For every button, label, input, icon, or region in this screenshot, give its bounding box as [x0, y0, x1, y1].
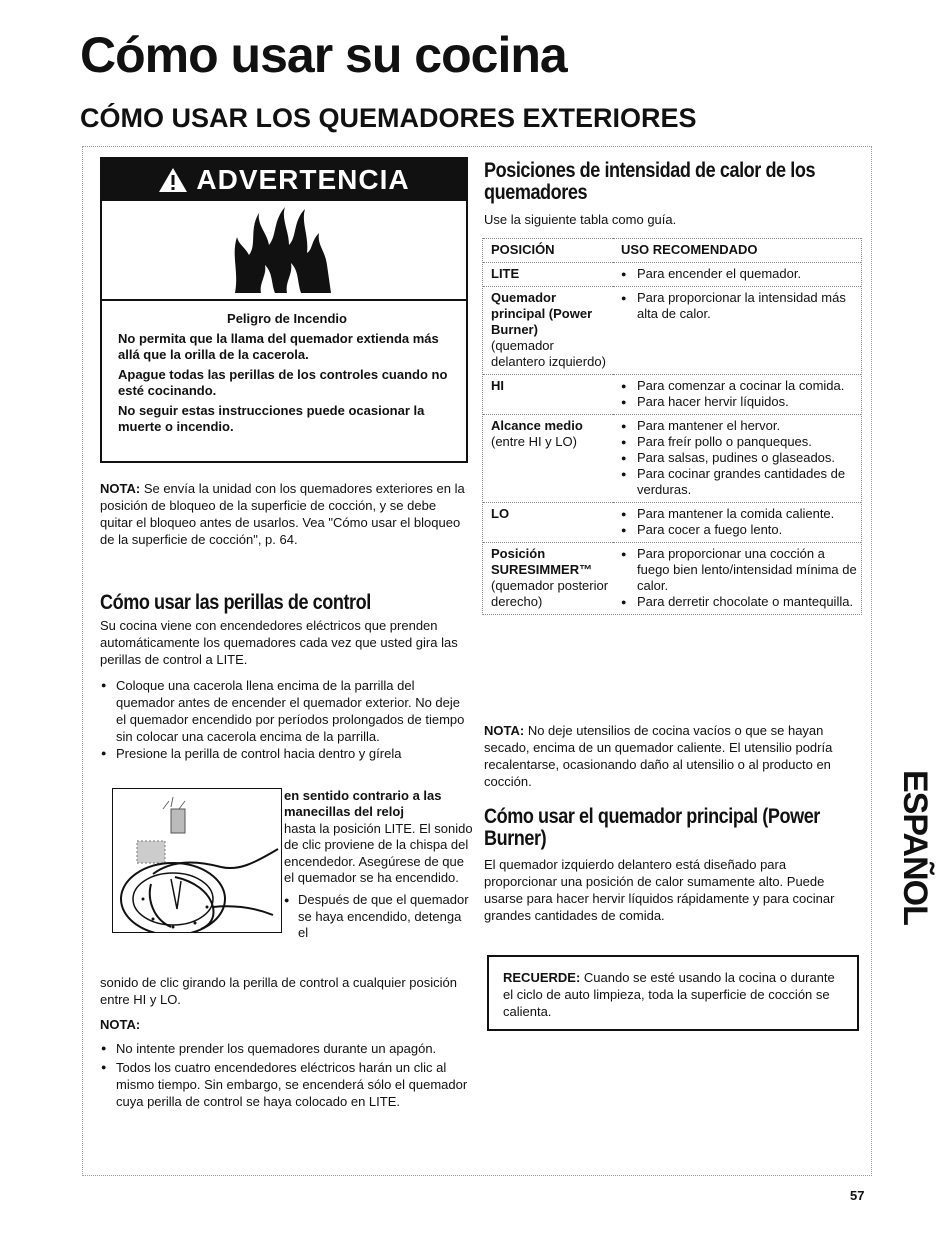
warning-box — [100, 157, 468, 463]
list-item: ● Para cocer a fuego lento. — [621, 522, 783, 537]
list-item: ● Para mantener la comida caliente. — [621, 506, 835, 521]
page-number: 57 — [850, 1188, 865, 1203]
list-item: ● Para proporcionar una cocción a fuego bien lento/intensidad mínima de calor. — [621, 546, 857, 593]
list-item: ● Todos los cuatro encendedores eléctricos harán un clic al mismo tiempo. Sin embargo, se encenderá sólo el quemador cuya perilla de control se haya colocado en LITE. — [100, 1059, 470, 1110]
warning-triangle-icon — [158, 167, 188, 193]
list-item: ● Para proporcionar la intensidad más alta de calor. — [621, 290, 846, 321]
use-cell — [613, 263, 861, 287]
heat-intro: Use la siguiente tabla como guía. — [484, 212, 677, 227]
heat-table — [482, 238, 862, 615]
use-cell — [613, 503, 861, 543]
page-title: Cómo usar su cocina — [80, 27, 567, 83]
knob-instructions — [284, 788, 474, 942]
warning-hazard: Peligro de Incendio — [227, 311, 347, 326]
table-row — [483, 263, 861, 287]
list-item: ● Para freír pollo o panqueques. — [621, 434, 812, 449]
list-item: ● Para comenzar a cocinar la comida. — [621, 378, 845, 393]
warning-line-1: No permita que la llama del quemador extienda más allá que la orilla de la cacerola. — [118, 331, 439, 362]
use-cell — [613, 287, 861, 375]
position-cell: Posición SURESIMMER™ (quemador posterior derecho) — [491, 546, 609, 609]
list-item: ● Para encender el quemador. — [621, 266, 802, 281]
position-cell: LO — [491, 506, 510, 521]
use-cell — [613, 415, 861, 503]
list-item: ● Después de que el quemador se haya encendido, detenga el — [284, 892, 469, 941]
heat-table-body — [483, 263, 861, 615]
note-lock — [100, 480, 470, 548]
list-item: ● No intente prender los quemadores durante un apagón. — [100, 1040, 470, 1057]
note-label-2: NOTA: — [100, 1017, 141, 1032]
remember-label: RECUERDE: — [503, 970, 581, 985]
table-row — [483, 375, 861, 415]
note-text: Se envía la unidad con los quemadores exteriores en la posición de bloqueo de la superficie de cocción, y se debe quitar el bloqueo antes de usarlos. Vea "Cómo usar el bloqueo de la superficie de cocción", p. 64. — [100, 481, 465, 547]
heat-heading: Posiciones de intensidad de calor de los quemadores — [484, 159, 816, 204]
knob-detail: hasta la posición LITE. El sonido de clic proviene de la chispa del encendedor. Asegúrese de que el quemador se ha encendido. — [284, 820, 473, 886]
note-text: No deje utensilios de cocina vacíos o que se hayan secado, encima de un quemador caliente. El utensilio podría recalentarse, ocasionando daño al utensilio o al producto en cocción. — [484, 723, 833, 789]
power-heading: Cómo usar el quemador principal (Power Burner) — [484, 805, 820, 850]
table-row — [483, 287, 861, 375]
note-bullets — [100, 1040, 470, 1110]
note-label: NOTA: — [100, 481, 141, 496]
controls-intro: Su cocina viene con encendedores eléctricos que prenden automáticamente los quemadores cada vez que usted gira las perillas de control a LITE. — [100, 618, 458, 667]
section-title: CÓMO USAR LOS QUEMADORES EXTERIORES — [80, 103, 697, 133]
hand-turning-knob-icon — [113, 789, 282, 933]
table-row — [483, 503, 861, 543]
power-text: El quemador izquierdo delantero está diseñado para proporcionar una posición de calor sumamente alto. Puede usarse para hacer hervir líquidos rápidamente y para cocinar grandes cantidades de comida. — [484, 857, 835, 923]
column-header: POSICIÓN — [491, 242, 555, 257]
warning-text — [118, 311, 456, 439]
warning-header — [102, 159, 466, 201]
list-item: ● Para derretir chocolate o mantequilla. — [621, 594, 854, 609]
position-cell: Quemador principal (Power Burner) (quemador delantero izquierdo) — [491, 290, 606, 369]
controls-bullets — [100, 677, 470, 762]
list-item: ● Para hacer hervir líquidos. — [621, 394, 789, 409]
language-tab-text: ESPAÑOL — [896, 770, 934, 925]
table-row — [483, 543, 861, 615]
remember-text: RECUERDE: Cuando se esté usando la cocina o durante el ciclo de auto limpieza, toda la superficie de cocción se calienta. — [503, 970, 835, 1019]
warning-divider — [102, 299, 466, 301]
knob-direction: en sentido contrario a las manecillas del reloj — [284, 788, 442, 820]
column-header: USO RECOMENDADO — [621, 242, 758, 257]
list-item: ● Presione la perilla de control hacia dentro y gírela — [100, 745, 470, 762]
fire-hazard-icon — [227, 205, 339, 295]
list-item: ● Para mantener el hervor. — [621, 418, 781, 433]
remember-box — [487, 955, 859, 1031]
note-label: NOTA: — [484, 723, 525, 738]
list-item: ● Para salsas, pudines o glaseados. — [621, 450, 836, 465]
heat-note — [484, 722, 862, 790]
knob-continued: sonido de clic girando la perilla de control a cualquier posición entre HI y LO. — [100, 975, 457, 1007]
warning-line-2: Apague todas las perillas de los controles cuando no esté cocinando. — [118, 367, 448, 398]
controls-heading: Cómo usar las perillas de control — [100, 591, 371, 614]
use-cell — [613, 543, 861, 615]
table-row — [483, 415, 861, 503]
knob-illustration — [112, 788, 282, 933]
language-tab — [898, 770, 934, 970]
position-cell: HI — [491, 378, 504, 393]
table-header — [483, 239, 861, 263]
list-item: ● Para cocinar grandes cantidades de verduras. — [621, 466, 846, 497]
warning-line-3: No seguir estas instrucciones puede ocasionar la muerte o incendio. — [118, 403, 425, 434]
warning-heading: ADVERTENCIA — [196, 164, 410, 195]
list-item: ● Coloque una cacerola llena encima de la parrilla del quemador antes de encender el quemador exterior. No deje el quemador encendido por períodos prolongados de tiempo sin colocar una cacerola encima de la parrilla. — [100, 677, 470, 745]
position-cell: Alcance medio (entre HI y LO) — [491, 418, 583, 449]
position-cell: LITE — [491, 266, 520, 281]
use-cell — [613, 375, 861, 415]
